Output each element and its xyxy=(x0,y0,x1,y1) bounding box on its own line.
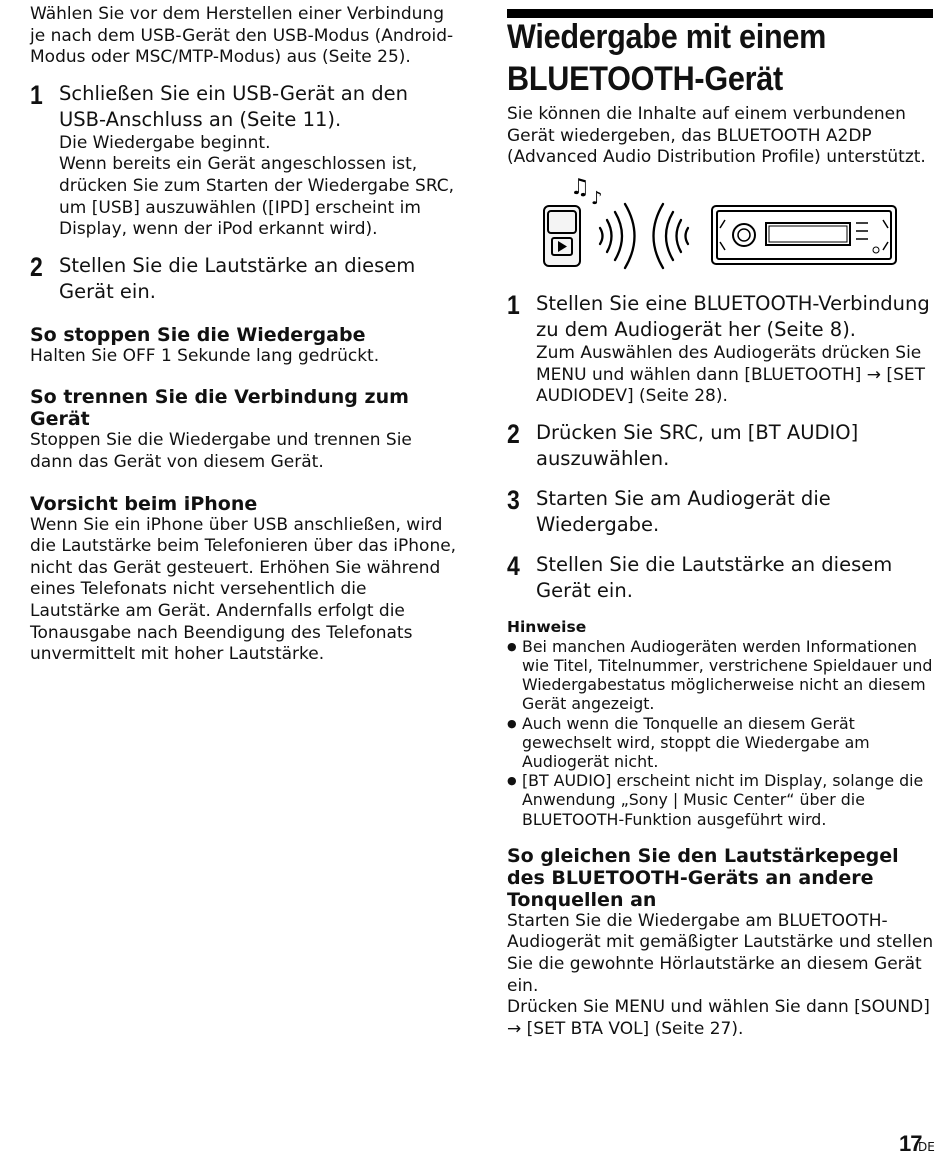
step-detail: Die Wiedergabe beginnt. Wenn bereits ein Gerät angeschlossen ist, drücken Sie zum Starten der Wiedergabe SRC, um [USB] auszuwählen ([IPD] erscheint im Display, wenn der iPod erkannt wird). xyxy=(59,132,455,240)
bluetooth-intro: Sie können die Inhalte auf einem verbundenen Gerät wiedergeben, das BLUETOOTH A2DP (Advanced Audio Distribution Profile) unterstützt. xyxy=(507,104,926,168)
notes-list xyxy=(507,637,939,829)
note-item: ● Auch wenn die Tonquelle an diesem Gerät gewechselt wird, stoppt die Wiedergabe am Audiogerät nicht. xyxy=(507,714,939,772)
step-number: 1 xyxy=(507,290,520,320)
bluetooth-illustration xyxy=(530,178,910,273)
title-line-1: Wiedergabe mit einem xyxy=(507,18,827,56)
section-text: Stoppen Sie die Wiedergabe und trennen Sie dann das Gerät von diesem Gerät. xyxy=(30,430,412,472)
note-item: ● [BT AUDIO] erscheint nicht im Display, solange die Anwendung „Sony | Music Center“ über die BLUETOOTH-Funktion ausgeführt wird. xyxy=(507,771,939,829)
stop-playback-section xyxy=(30,324,460,368)
usb-step-2 xyxy=(30,253,460,305)
bt-step-2 xyxy=(507,420,939,472)
notes-section xyxy=(507,618,939,829)
svg-text:♫: ♫ xyxy=(570,178,590,200)
step-title: Drücken Sie SRC, um [BT AUDIO] auszuwählen. xyxy=(536,420,859,470)
step-number: 4 xyxy=(507,550,520,581)
disconnect-section xyxy=(30,386,460,473)
step-detail: Zum Auswählen des Audiogeräts drücken Sie MENU und wählen dann [BLUETOOTH] → [SET AUDIODEV] (Seite 28). xyxy=(536,343,925,407)
step-number: 2 xyxy=(507,418,520,449)
music-notes-icon xyxy=(570,178,603,209)
page-title xyxy=(507,16,903,100)
section-heading: So trennen Sie die Verbindung zum Gerät xyxy=(30,386,409,431)
left-column xyxy=(30,0,460,666)
bt-step-3 xyxy=(507,486,939,538)
title-line-2: BLUETOOTH-Gerät xyxy=(507,60,783,98)
step-title: Starten Sie am Audiogerät die Wiedergabe. xyxy=(536,486,831,536)
volume-section xyxy=(507,845,939,1041)
step-number: 2 xyxy=(30,251,43,282)
step-number: 3 xyxy=(507,484,520,515)
right-column xyxy=(507,104,939,169)
step-title: Stellen Sie die Lautstärke an diesem Gerät ein. xyxy=(536,552,893,602)
step-number: 1 xyxy=(30,79,43,110)
section-heading: So stoppen Sie die Wiedergabe xyxy=(30,323,366,346)
bt-step-4 xyxy=(507,552,939,604)
iphone-caution-section xyxy=(30,493,460,666)
page-language: DE xyxy=(918,1140,935,1154)
usb-intro: Wählen Sie vor dem Herstellen einer Verbindung je nach dem USB-Gerät den USB-Modus (Android-Modus oder MSC/MTP-Modus) aus (Seite 25). xyxy=(30,4,454,68)
page-number: 17 xyxy=(899,1131,922,1156)
step-title: Schließen Sie ein USB-Gerät an den USB-Anschluss an (Seite 11). xyxy=(59,81,409,131)
wireless-signal-icon xyxy=(600,204,688,268)
section-text: Wenn Sie ein iPhone über USB anschließen, wird die Lautstärke beim Telefonieren über das iPhone, nicht das Gerät gesteuert. Erhöhen Sie während eines Telefonats nicht versehentlich die Lautstärke am Gerät. Andernfalls erfolgt die Tonausgabe nach Beendigung des Telefonats unvermittelt mit hoher Lautstärke. xyxy=(30,514,457,665)
step-title: Stellen Sie eine BLUETOOTH-Verbindung zu dem Audiogerät her (Seite 8). xyxy=(536,292,930,341)
section-text: Starten Sie die Wiedergabe am BLUETOOTH-Audiogerät mit gemäßigter Lautstärke und stellen Sie die gewohnte Hörlautstärke an diesem Gerät ein. xyxy=(507,910,934,996)
car-stereo-icon xyxy=(712,206,896,264)
step-title: Stellen Sie die Lautstärke an diesem Gerät ein. xyxy=(59,253,416,303)
bluetooth-steps xyxy=(507,291,939,1040)
bt-step-1 xyxy=(507,291,939,408)
usb-step-1 xyxy=(30,81,460,241)
section-heading: Vorsicht beim iPhone xyxy=(30,492,258,515)
section-heading: So gleichen Sie den Lautstärkepegel des BLUETOOTH-Geräts an andere Tonquellen an xyxy=(507,844,899,911)
section-text: Halten Sie OFF 1 Sekunde lang gedrückt. xyxy=(30,345,380,366)
section-text: Drücken Sie MENU und wählen Sie dann [SOUND] → [SET BTA VOL] (Seite 27). xyxy=(507,997,930,1039)
audio-player-icon xyxy=(544,206,580,266)
notes-heading: Hinweise xyxy=(507,617,587,636)
note-item: ● Bei manchen Audiogeräten werden Informationen wie Titel, Titelnummer, verstrichene Spieldauer und Wiedergabestatus möglicherweise nicht an diesem Gerät angezeigt. xyxy=(507,637,939,714)
svg-text:♪: ♪ xyxy=(591,188,603,209)
